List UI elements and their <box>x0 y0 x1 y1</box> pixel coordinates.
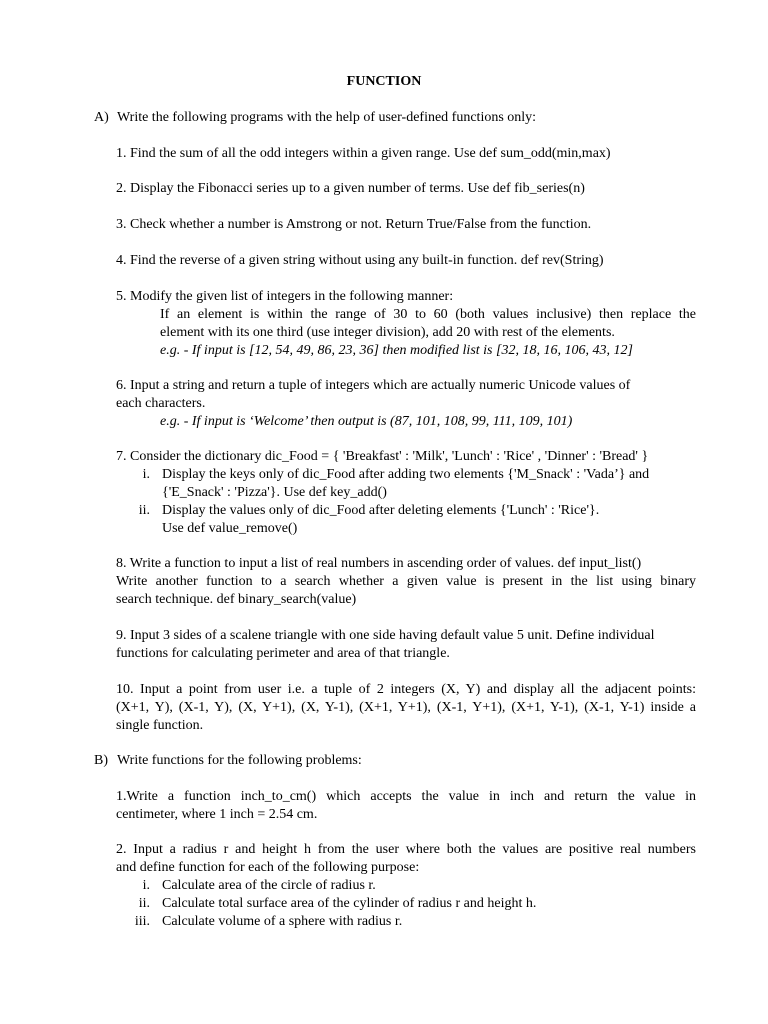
question-b2-i-text: Calculate area of the circle of radius r. <box>162 878 376 893</box>
question-a7-ii-marker: ii. <box>138 503 150 518</box>
question-a4: 4. Find the reverse of a given string without using any built-in function. def rev(String) <box>116 253 604 268</box>
page-title: FUNCTION <box>346 74 422 89</box>
question-a10-line3: single function. <box>116 718 204 733</box>
question-a7-i-marker: i. <box>142 467 150 482</box>
question-a7-line1: 7. Consider the dictionary dic_Food = { 'Breakfast' : 'Milk', 'Lunch' : 'Rice' , 'Dinner' : 'Bread' } <box>116 449 649 464</box>
question-b2-i-marker: i. <box>142 878 150 893</box>
question-b2-ii-text: Calculate total surface area of the cylinder of radius r and height h. <box>162 896 537 911</box>
question-a7-i-line1: Display the keys only of dic_Food after adding two elements {'M_Snack' : 'Vada’} and <box>162 467 650 482</box>
question-a9-line2: functions for calculating perimeter and area of that triangle. <box>116 646 450 661</box>
question-b2-ii-marker: ii. <box>138 896 150 911</box>
question-b2-iii-text: Calculate volume of a sphere with radius r. <box>162 914 403 929</box>
question-a5-example: e.g. - If input is [12, 54, 49, 86, 23, 36] then modified list is [32, 18, 16, 106, 43, 12] <box>160 343 633 358</box>
question-a7-ii-line2: Use def value_remove() <box>162 521 298 536</box>
question-a3: 3. Check whether a number is Amstrong or not. Return True/False from the function. <box>116 217 592 232</box>
question-a9-line1: 9. Input 3 sides of a scalene triangle with one side having default value 5 unit. Define individual <box>116 628 655 643</box>
section-b-heading: Write functions for the following problems: <box>117 753 362 768</box>
question-a10-line2: (X+1, Y), (X-1, Y), (X, Y+1), (X, Y-1), (X+1, Y+1), (X-1, Y+1), (X+1, Y-1), (X-1, Y-1) inside a <box>116 700 696 715</box>
question-b1-line2: centimeter, where 1 inch = 2.54 cm. <box>116 807 318 822</box>
question-a2: 2. Display the Fibonacci series up to a given number of terms. Use def fib_series(n) <box>116 181 585 196</box>
question-a1: 1. Find the sum of all the odd integers within a given range. Use def sum_odd(min,max) <box>116 146 611 161</box>
question-a8-line2: Write another function to a search whether a given value is present in the list using binary <box>116 574 696 589</box>
question-b1-line1: 1.Write a function inch_to_cm() which accepts the value in inch and return the value in <box>116 789 696 804</box>
question-a8-line1: 8. Write a function to input a list of real numbers in ascending order of values. def input_list() <box>116 556 642 571</box>
question-a7-i-line2: {'E_Snack' : 'Pizza'}. Use def key_add() <box>162 485 387 500</box>
question-a5-line1: 5. Modify the given list of integers in the following manner: <box>116 289 454 304</box>
question-b2-line2: and define function for each of the following purpose: <box>116 860 420 875</box>
question-a5-line2: If an element is within the range of 30 to 60 (both values inclusive) then replace the <box>160 307 696 322</box>
question-a10-line1: 10. Input a point from user i.e. a tuple of 2 integers (X, Y) and display all the adjacent points: <box>116 682 696 697</box>
section-a-heading: Write the following programs with the help of user-defined functions only: <box>117 110 537 125</box>
question-a6-line1: 6. Input a string and return a tuple of integers which are actually numeric Unicode values of <box>116 378 631 393</box>
question-a7-ii-line1: Display the values only of dic_Food after deleting elements {'Lunch' : 'Rice'}. <box>162 503 600 518</box>
question-b2-iii-marker: iii. <box>134 914 150 929</box>
question-a8-line3: search technique. def binary_search(value) <box>116 592 357 607</box>
section-a-label: A) <box>94 110 109 125</box>
question-a6-example: e.g. - If input is ‘Welcome’ then output is (87, 101, 108, 99, 111, 109, 101) <box>160 414 573 429</box>
question-b2-line1: 2. Input a radius r and height h from the user where both the values are positive real numbers <box>116 842 696 857</box>
question-a6-line2: each characters. <box>116 396 206 411</box>
question-a5-line3: element with its one third (use integer division), add 20 with rest of the elements. <box>160 325 615 340</box>
section-b-label: B) <box>94 753 108 768</box>
